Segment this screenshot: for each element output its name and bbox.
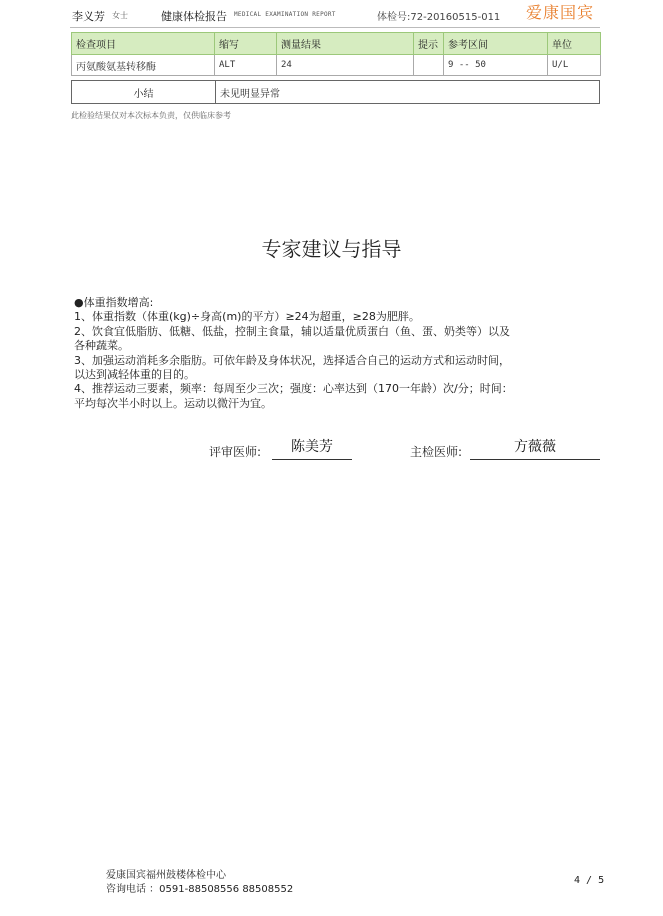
cell-result: 24 — [277, 55, 414, 76]
table-row — [72, 55, 601, 76]
col-header-item: 检查项目 — [72, 33, 215, 55]
reviewer-label: 评审医师: — [209, 445, 262, 459]
footer-phone: 咨询电话 ：0591-88508556 88508552 — [106, 884, 294, 895]
advice-body — [74, 296, 604, 411]
reviewer-signature-line — [272, 459, 352, 460]
exam-number: 体检号:72-20160515-011 — [377, 12, 501, 23]
patient-name: 李义芳 — [72, 10, 105, 23]
summary-value: 未见明显异常 — [220, 88, 280, 100]
examiner-signature-line — [470, 459, 600, 460]
cell-item: 丙氨酸氨基转移酶 — [72, 55, 215, 76]
reviewer-signature: 陈美芳 — [291, 439, 333, 455]
advice-line: 各种蔬菜。 — [74, 339, 129, 353]
summary-label: 小结 — [72, 81, 216, 103]
summary-row — [71, 80, 600, 104]
disclaimer: 此检验结果仅对本次标本负责，仅供临床参考 — [71, 111, 231, 120]
examiner-label: 主检医师: — [410, 445, 463, 459]
advice-line: ●体重指数增高: — [74, 296, 154, 309]
col-header-range: 参考区间 — [444, 33, 548, 55]
footer-center-name: 爱康国宾福州鼓楼体检中心 — [106, 870, 226, 881]
advice-line: 2、饮食宜低脂肪、低糖、低盐，控制主食量，辅以适量优质蛋白（鱼、蛋、奶类等）以及 — [74, 324, 510, 338]
cell-hint — [414, 55, 444, 76]
report-title: 健康体检报告 — [161, 10, 227, 23]
page-number: 4 / 5 — [574, 875, 605, 886]
header-divider — [70, 27, 600, 28]
cell-unit: U/L — [548, 55, 601, 76]
patient-gender: 女士 — [112, 11, 128, 20]
advice-line: 以达到减轻体重的目的。 — [74, 368, 195, 382]
table-header-row — [72, 33, 601, 55]
cell-range: 9 -- 50 — [444, 55, 548, 76]
advice-line: 4、推荐运动三要素，频率：每周至少三次；强度：心率达到（170一年龄）次/分；时间： — [74, 382, 513, 396]
brand-logo: 爱康国宾 — [526, 3, 595, 22]
col-header-result: 测量结果 — [277, 33, 414, 55]
section-title: 专家建议与指导 — [261, 237, 402, 261]
footer-info — [106, 869, 293, 897]
report-title-en: MEDICAL EXAMINATION REPORT — [234, 11, 336, 18]
advice-line: 3、加强运动消耗多余脂肪。可依年龄及身体状况，选择适合自己的运动方式和运动时间， — [74, 353, 510, 367]
results-table — [71, 32, 601, 76]
cell-abbr: ALT — [215, 55, 277, 76]
advice-line: 平均每次半小时以上。运动以微汗为宜。 — [74, 396, 272, 410]
col-header-hint: 提示 — [414, 33, 444, 55]
advice-line: 1、体重指数（体重(kg)÷身高(m)的平方）≥24为超重，≥28为肥胖。 — [74, 310, 420, 324]
col-header-abbr: 缩写 — [215, 33, 277, 55]
examiner-signature: 方薇薇 — [514, 439, 556, 455]
col-header-unit: 单位 — [548, 33, 601, 55]
